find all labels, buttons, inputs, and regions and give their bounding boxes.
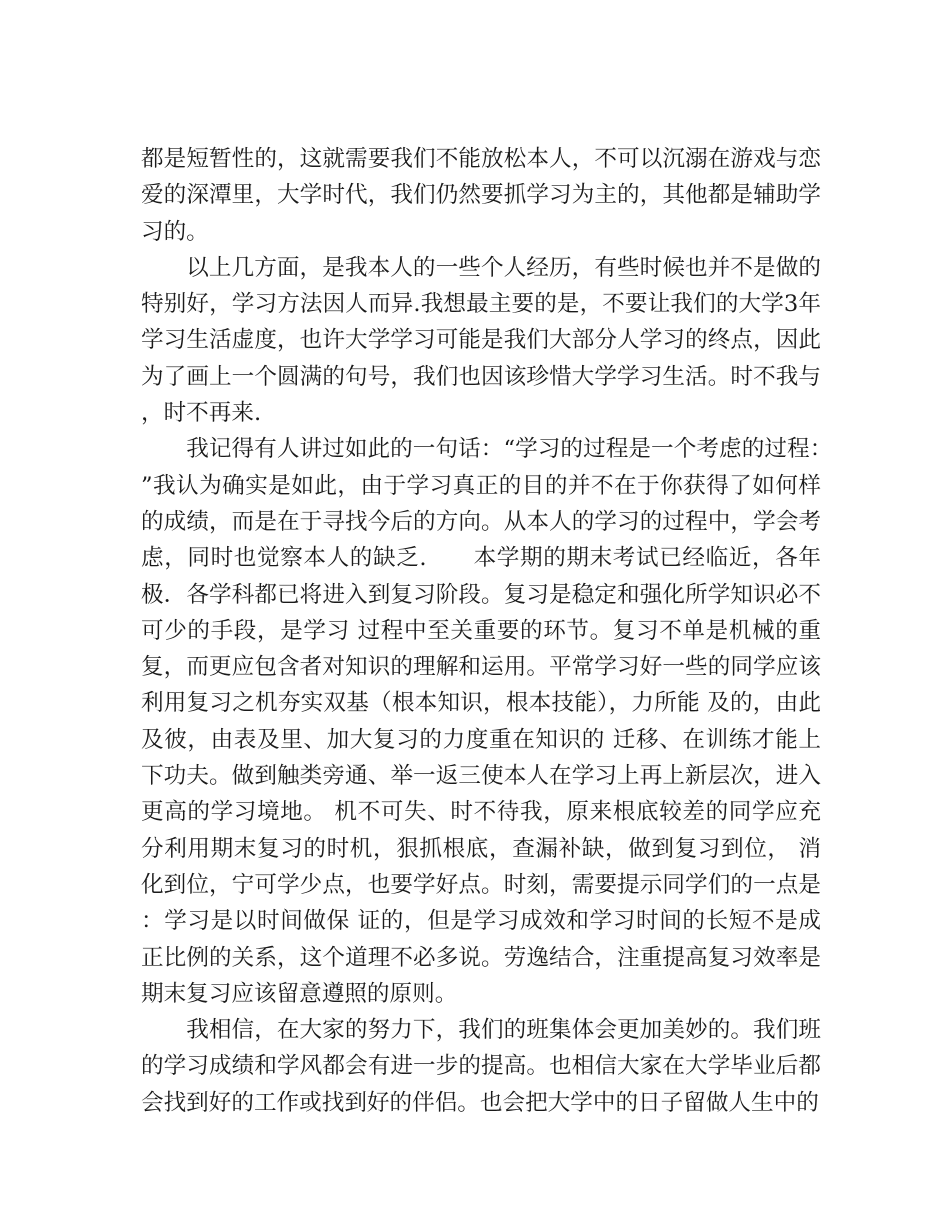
paragraph-continuation: 都是短暂性的，这就需要我们不能放松本人，不可以沉溺在游戏与恋爱的深潭里，大学时代，我们仍然要抓学习为主的，其他都是辅助学习的。 — [141, 146, 821, 245]
document-body — [141, 141, 821, 1121]
paragraph-review-advice: 我记得有人讲过如此的一句话：“学习的过程是一个考虑的过程：”我认为确实是如此，由于学习真正的目的并不在于你获得了如何样的成绩，而是在于寻找今后的方向。从本人的学习的过程中，学会考虑，同时也觉察本人的缺乏. 本学期的期末考试已经临近，各年极．各学科都已将进入到复习阶段。复习是稳定和强化所学知识必不可少的手段，是学习 过程中至关重要的环节。复习不单是机械的重复，而更应包含者对知识的理解和运用。平常学习好一些的同学应该利用复习之机夯实双基（根本知识，根本技能），力所能 及的，由此及彼，由表及里、加大复习的力度重在知识的 迁移、在训练才能上下功夫。做到触类旁通、举一返三使本人在学习上再上新层次，进入更高的学习境地。 机不可失、时不待我，原来根底较差的同学应充分利用期末复习的时机，狠抓根底，查漏补缺，做到复习到位， 消化到位，宁可学少点，也要学好点。时刻，需要提示同学们的一点是：学习是以时间做保 证的，但是学习成效和学习时间的长短不是成正比例的关系，这个道理不必多说。劳逸结合，注重提高复习效率是期末复习应该留意遵照的原则。 — [141, 436, 821, 1007]
paragraph-personal-experience: 以上几方面，是我本人的一些个人经历，有些时候也并不是做的特别好，学习方法因人而异.我想最主要的是，不要让我们的大学3年学习生活虚度，也许大学学习可能是我们大部分人学习的终点，因此为了画上一个圆满的句号，我们也因该珍惜大学学习生活。时不我与，时不再来. — [141, 254, 821, 427]
paragraph-closing: 我相信，在大家的努力下，我们的班集体会更加美妙的。我们班的学习成绩和学风都会有进一步的提高。也相信大家在大学毕业后都会找到好的工作或找到好的伴侣。也会把大学中的日子留做人生中的 — [141, 1017, 821, 1116]
